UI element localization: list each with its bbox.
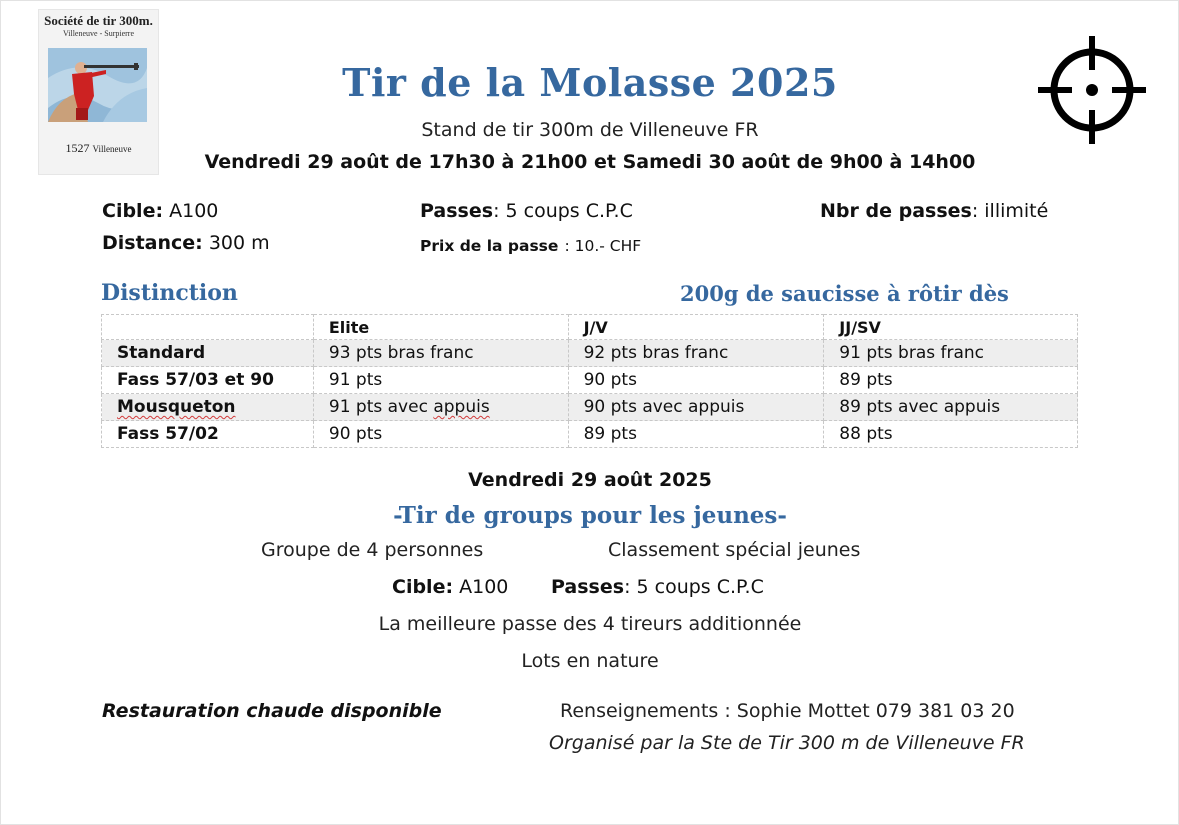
logo-postcode: 1527: [65, 141, 90, 155]
table-row: [102, 421, 1078, 448]
table-cell: 89 pts: [824, 367, 1078, 394]
event-title: Tir de la Molasse 2025: [342, 60, 838, 105]
event-venue: Stand de tir 300m de Villeneuve FR: [421, 119, 759, 141]
table-cell: 89 pts: [568, 421, 824, 448]
table-cell: 91 pts: [313, 367, 568, 394]
info-nbr-value: : illimité: [971, 200, 1049, 222]
youth-passes: [551, 576, 764, 598]
info-distance-label: Distance:: [102, 232, 203, 254]
info-prix: [420, 234, 641, 256]
table-cell: 90 pts: [313, 421, 568, 448]
youth-cible-value: A100: [459, 576, 509, 598]
info-distance: [102, 232, 270, 254]
info-nbr-label: Nbr de passes: [820, 200, 972, 222]
catering-note: Restauration chaude disponible: [102, 700, 442, 722]
cell-text: 91 pts avec appuis: [328, 397, 490, 417]
table-header-row: [102, 315, 1078, 340]
info-passes-label: Passes: [420, 200, 494, 222]
youth-passes-value: : 5 coups C.P.C: [624, 576, 764, 598]
info-cible-label: Cible:: [102, 200, 164, 222]
table-cell: 90 pts avec appuis: [568, 394, 824, 421]
table-cell: 91 pts bras franc: [824, 340, 1078, 367]
club-logo: [38, 9, 159, 175]
youth-passes-label: Passes: [551, 576, 625, 598]
info-prix-label: Prix de la passe: [420, 237, 559, 255]
shooter-illustration: [48, 48, 147, 122]
youth-group: Groupe de 4 personnes: [261, 539, 484, 561]
table-cell: 93 pts bras franc: [313, 340, 568, 367]
spellcheck-word: appuis: [433, 397, 490, 417]
table-cell: 92 pts bras franc: [568, 340, 824, 367]
row-label: [102, 394, 314, 421]
info-nbr-passes: [820, 200, 1048, 222]
youth-date: [300, 469, 880, 491]
row-label: Fass 57/02: [102, 421, 314, 448]
table-row: [102, 367, 1078, 394]
youth-ranking: Classement spécial jeunes: [608, 539, 861, 561]
row-label: Standard: [102, 340, 314, 367]
info-cible: [102, 200, 218, 222]
table-row: [102, 340, 1078, 367]
info-cible-value: A100: [169, 200, 219, 222]
youth-cible-label: Cible:: [392, 576, 454, 598]
table-cell: [313, 394, 568, 421]
youth-best-pass: La meilleure passe des 4 tireurs additionnée: [378, 613, 802, 635]
info-distance-value: 300 m: [208, 232, 270, 254]
logo-footer: [39, 141, 158, 156]
crosshair-icon: [1036, 34, 1148, 146]
table-cell: 88 pts: [824, 421, 1078, 448]
organizer-note: Organisé par la Ste de Tir 300 m de Villeneuve FR: [549, 732, 1025, 754]
logo-title: Société de tir 300m.: [44, 13, 153, 28]
table-cell: 90 pts: [568, 367, 824, 394]
youth-date-suffix: août 2025: [603, 469, 712, 491]
table-header-cell: JJ/SV: [824, 315, 1078, 340]
row-label: Fass 57/03 et 90: [102, 367, 314, 394]
row-label-text: Mousqueton: [117, 397, 236, 417]
youth-cible: [392, 576, 508, 598]
youth-prizes: Lots en nature: [521, 650, 659, 672]
distinction-table: [101, 314, 1078, 448]
table-header-cell: Elite: [313, 315, 568, 340]
distinction-prize: 200g de saucisse à rôtir dès: [680, 281, 1009, 306]
distinction-heading: Distinction: [101, 280, 238, 306]
table-cell: 89 pts avec appuis: [824, 394, 1078, 421]
table-header-cell: [102, 315, 314, 340]
table-row: [102, 394, 1078, 421]
logo-town: Villeneuve: [92, 144, 132, 154]
youth-date-prefix: Vendredi: [468, 469, 565, 491]
logo-subtitle: Villeneuve - Surpierre: [62, 29, 135, 38]
info-passes: [420, 200, 633, 222]
contact-info: Renseignements : Sophie Mottet 079 381 03 20: [560, 700, 1015, 722]
info-passes-value: : 5 coups C.P.C: [493, 200, 633, 222]
youth-title: -Tir de groups pour les jeunes-: [393, 502, 787, 529]
table-header-cell: J/V: [568, 315, 824, 340]
youth-date-day: 29: [570, 469, 598, 491]
event-dates: Vendredi 29 août de 17h30 à 21h00 et Samedi 30 août de 9h00 à 14h00: [204, 151, 976, 173]
info-prix-value: : 10.- CHF: [564, 237, 642, 255]
